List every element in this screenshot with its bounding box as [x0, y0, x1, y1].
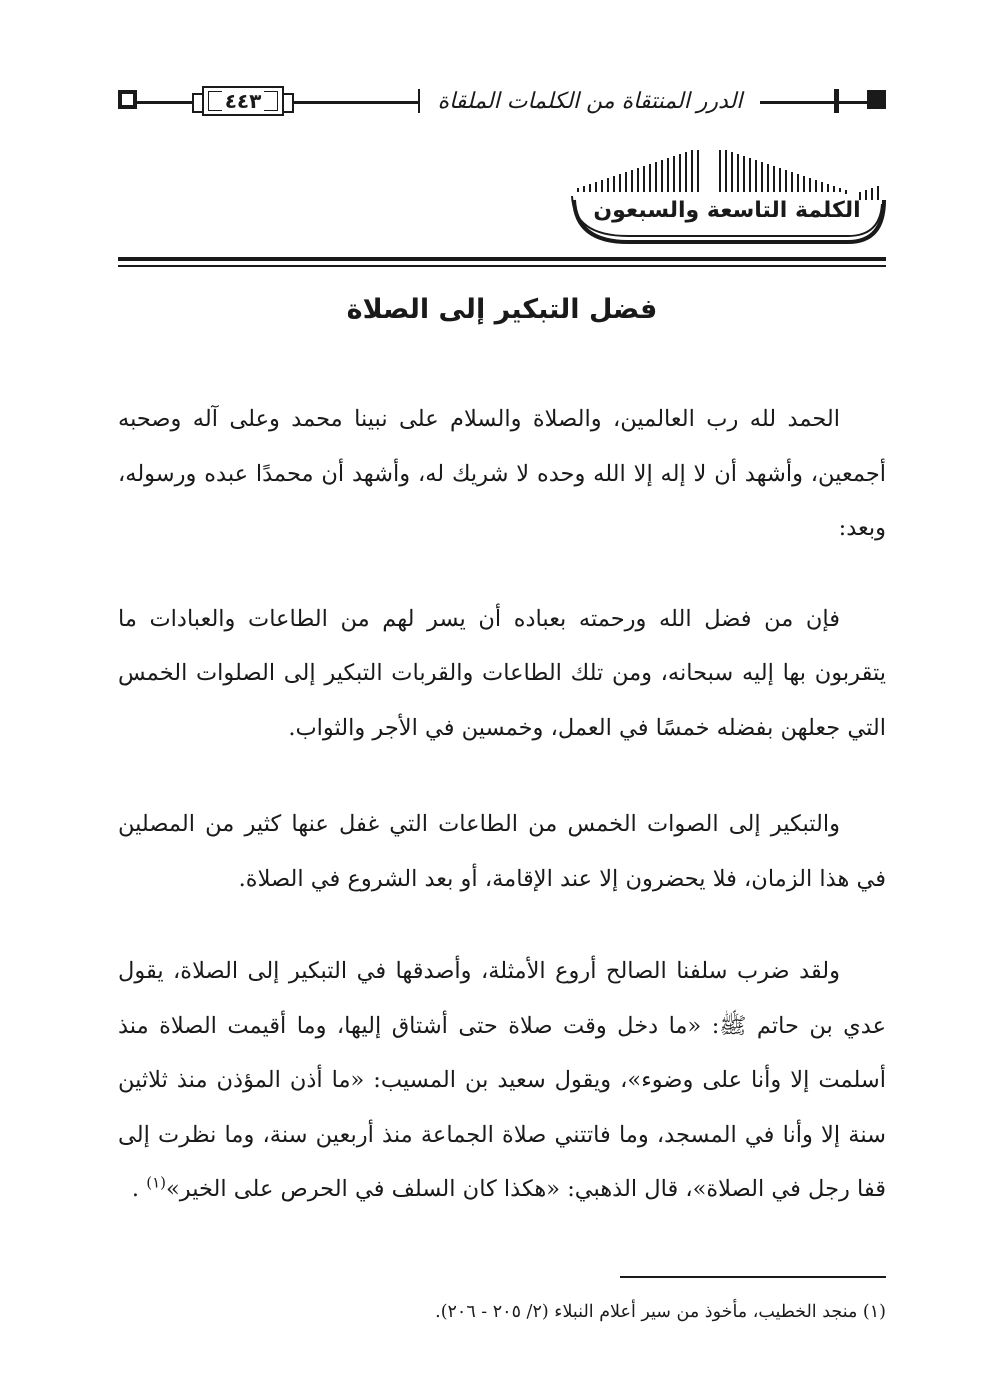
page-number-frame — [202, 86, 284, 116]
header-square-outline-icon — [118, 90, 137, 109]
paragraph: فإن من فضل الله ورحمته بعباده أن يسر لهم من الطاعات والعبادات ما يتقربون بها إليه سبحانه، ومن تلك الطاعات والقربات التبكير إلى الصلوات الخمس التي جعلهن بفضله خمسًا في العمل، وخمسين في الأجر والثواب. — [118, 605, 886, 741]
header-square-solid-icon — [867, 90, 886, 109]
header-divider-right — [834, 89, 839, 113]
frame-ornament-icon — [282, 93, 294, 113]
footnote-ref[interactable]: (١) — [146, 1173, 167, 1192]
paragraph-text: ولقد ضرب سلفنا الصالح أروع الأمثلة، وأصدقها في التبكير إلى الصلاة، يقول عدي بن حاتم ﷺ: «ما دخل وقت صلاة حتى أشتاق إليها، وما أقيمت الصلاة منذ أسلمت إلا وأنا على وضوء»، ويقول سعيد بن المسيب: «ما أذن المؤذن منذ ثلاثين سنة إلا وأنا في المسجد، وما فاتتني صلاة الجماعة منذ أربعين سنة، وما نظرت إلى قفا رجل في الصلاة»، قال الذهبي: «هكذا كان السلف في الحرص على الخير» — [118, 958, 886, 1202]
paragraph: الحمد لله رب العالمين، والصلاة والسلام على نبينا محمد وعلى آله وصحبه أجمعين، وأشهد أن لا إله إلا الله وحده لا شريك له، وأشهد أن محمدًا عبده ورسوله، وبعد: — [118, 406, 886, 541]
chapter-label: الكلمة التاسعة والسبعون — [593, 198, 861, 223]
section-rule-thick — [118, 257, 886, 261]
footnote: (١) منجد الخطيب، مأخوذ من سير أعلام النبلاء (٢/ ٢٠٥ - ٢٠٦). — [435, 1302, 886, 1322]
section-rule-thin — [118, 265, 886, 267]
paragraph: والتبكير إلى الصوات الخمس من الطاعات التي غفل عنها كثير من المصلين في هذا الزمان، فلا يحضرون إلا عند الإقامة، أو بعد الشروع في الصلاة. — [118, 811, 886, 892]
article-body — [118, 392, 886, 1217]
book-title: الدرر المنتقاة من الكلمات الملقاة — [420, 84, 760, 120]
footnote-separator — [620, 1276, 886, 1278]
frame-ornament-icon — [192, 93, 204, 113]
article-title: فضل التبكير إلى الصلاة — [346, 294, 658, 325]
running-header — [118, 84, 886, 120]
paragraph-end: . — [131, 1176, 140, 1202]
chapter-banner — [568, 148, 886, 244]
page-number: ٤٤٣ — [222, 91, 265, 111]
paragraph — [118, 944, 886, 1217]
